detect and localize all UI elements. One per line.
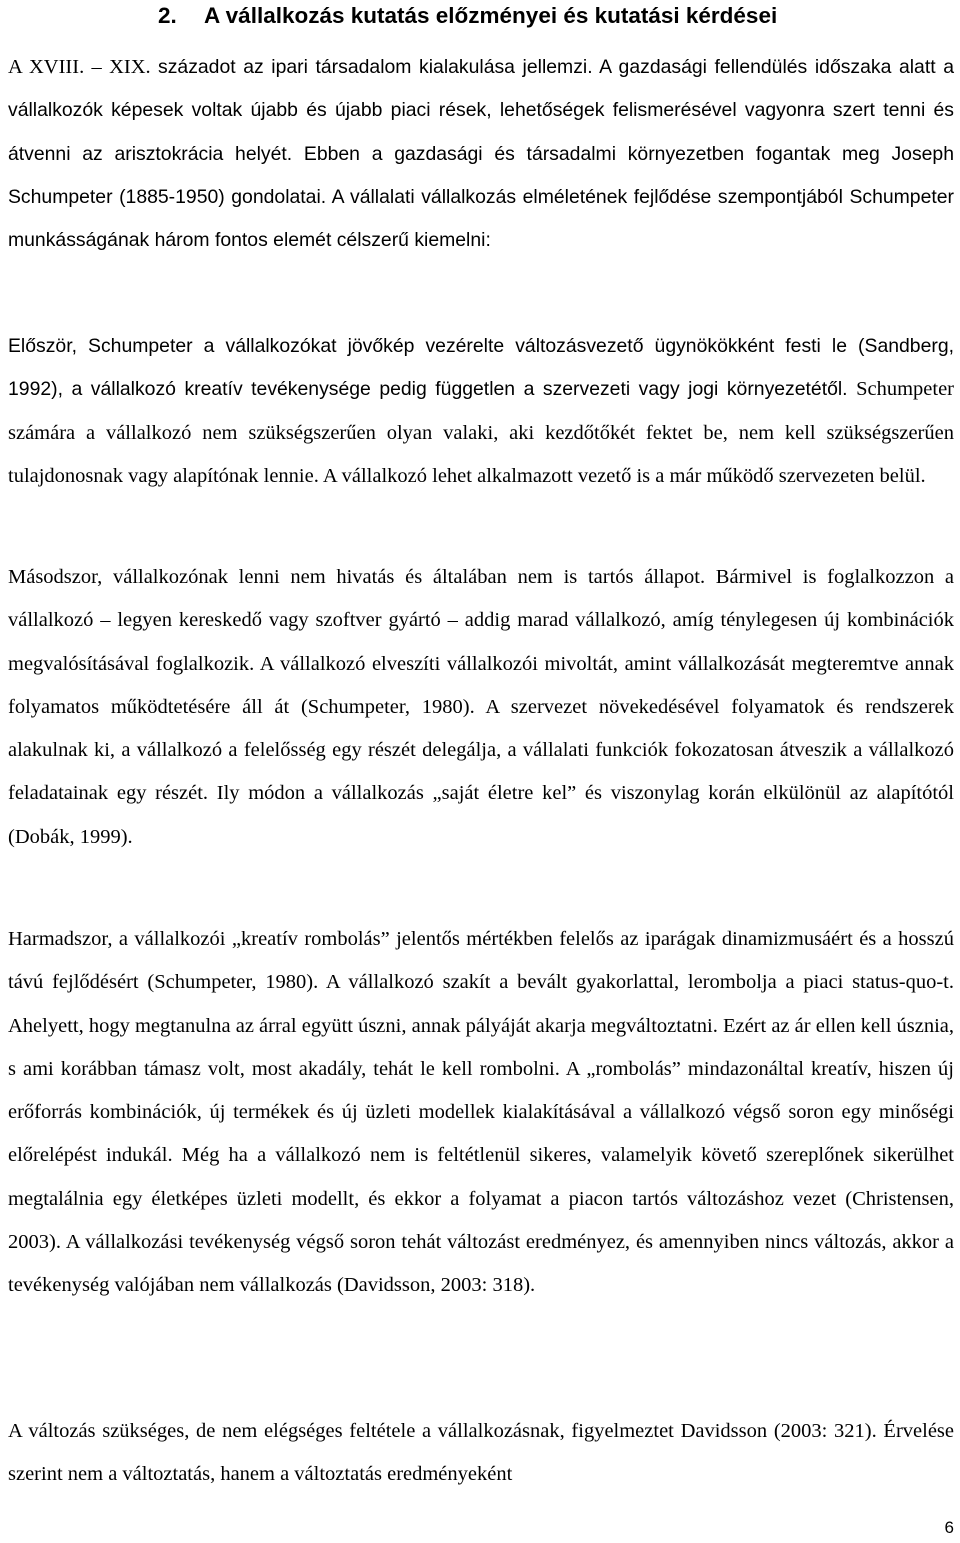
paragraph-run: Harmadszor, a vállalkozói „kreatív rombolás” jelentős mértékben felelős az iparágak dinamizmusáért és a hosszú távú fejlődésért (Schumpeter, 1980). A vállalkozó szakít a bevált gyakorlattal, lerombolja a piaci status-quo-t. Ahelyett, hogy megtanulna az árral együtt úszni, annak pályáját akarja megváltoztatni. Ezért az ár ellen kell úsznia, s ami korábban támasz volt, most akadály, tehát le kell rombolni. A „rombolás” mindazonáltal kreatív, hiszen új erőforrás kombinációk, új termékek és új üzleti modellek kialakításával a vállalkozó végső soron egy minőségi előrelépést indukál. Még ha a vállalkozó nem is feltétlenül sikeres, valamelyik követő szereplőnek sikerülhet megtalálnia egy életképes üzleti modellt, és ekkor a folyamat a piacon tartós változáshoz vezet (Christensen, 2003). A vállalkozási tevékenység végső soron tehát változást eredményez, és amennyiben nincs változás, akkor a tevékenység valójában nem vállalkozás (Davidsson, 2003: 318). — [8, 928, 955, 1297]
paragraph-run: A változás szükséges, de nem elégséges feltétele a vállalkozásnak, figyelmeztet Davidsson (2003: 321). Érvelése szerint nem a változtatás, hanem a változtatás eredményeként — [8, 1420, 954, 1486]
paragraph-run: Másodszor, vállalkozónak lenni nem hivatás és általában nem is tartós állapot. Bármivel is foglalkozzon a vállalkozó – legyen kereskedő vagy szoftver gyártó – addig marad vállalkozó, amíg ténylegesen új kombinációk megvalósításával foglalkozik. A vállalkozó elveszíti vállalkozói mivoltát, amint vállalkozását megteremtve annak folyamatos működtetésére áll át (Schumpeter, 1980). A szervezet növekedésével folyamatok és rendszerek alakulnak ki, a vállalkozó a felelősség egy részét delegálja, a vállalati funkciók fokozatosan átveszik a vállalkozó feladatainak egy részét. Ily módon a vállalkozás „saját életre kel” és viszonylag korán elkülönül az alapítótól (Dobák, 1999). — [8, 566, 954, 848]
paragraph-run: Schumpeter számára a vállalkozó nem szükségszerűen olyan valaki, aki kezdőtőkét fektet be, nem kell szükségszerűen tulajdonosnak vagy alapítónak lennie. A vállalkozó lehet alkalmazott vezető is a már működő szervezeten belül. — [8, 378, 954, 487]
paragraph-change — [8, 1410, 954, 1497]
paragraph-second-point — [8, 556, 954, 859]
paragraph-run: A XVIII. – XIX. — [8, 56, 159, 78]
section-title: A vállalkozás kutatás előzményei és kutatási kérdései — [204, 3, 778, 28]
paragraph-intro — [8, 46, 954, 262]
section-heading — [158, 2, 777, 30]
paragraph-third-point — [8, 918, 954, 1308]
paragraph-run: Először, Schumpeter a vállalkozókat jövőkép vezérelte változásvezető ügynökökként festi le (Sandberg, 1992), a vállalkozó kreatív tevékenysége pedig független a szervezeti vagy jogi környezetétől. — [8, 335, 954, 401]
paragraph-first-point — [8, 325, 954, 498]
page-number: 6 — [944, 1518, 954, 1537]
section-number: 2. — [158, 3, 177, 28]
paragraph-run: századot az ipari társadalom kialakulása jellemzi. A gazdasági fellendülés időszaka alatt a vállalkozók képesek voltak újabb és újabb piaci rések, lehetőségek felismerésével vagyonra szert tenni és átvenni az arisztokrácia helyét. Ebben a gazdasági és társadalmi környezetben fogantak meg Joseph Schumpeter (1885-1950) gondolatai. A vállalati vállalkozás elméletének fejlődése szempontjából Schumpeter munkásságának három fontos elemét célszerű kiemelni: — [8, 56, 954, 252]
